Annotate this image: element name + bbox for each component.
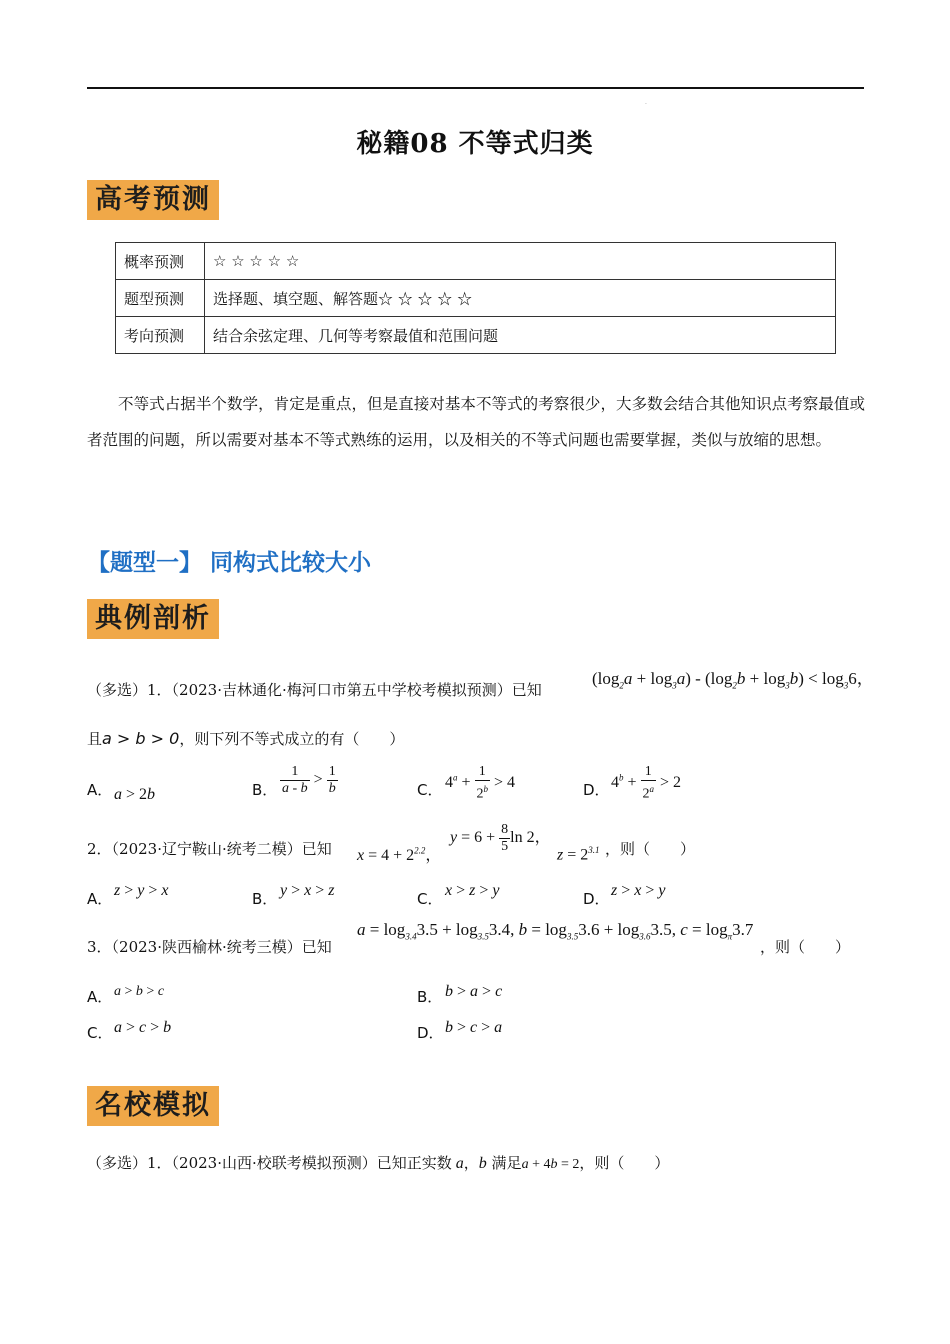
q2-option-b-label: B． [252,890,278,908]
q1-prefix: （多选）1．（2023·吉林通化·梅河口市第五中学校考模拟预测）已知 [87,681,542,699]
q3-option-a-label: A． [87,988,113,1006]
question-type-heading: 【题型一】 同构式比较大小 [87,550,372,576]
q4-prefix: （多选）1．（2023·山西·校联考模拟预测）已知正实数 [87,1154,452,1172]
q2-suffix: ，则（ ） [605,840,696,858]
q1-option-a-label: A． [87,781,113,799]
q2-option-a-label: A． [87,890,113,908]
q1-stem [87,679,542,700]
q4-stem [87,1152,669,1173]
table-value: ☆ ☆ ☆ ☆ ☆ [205,243,836,280]
q2-option-a-formula: z > y > x [114,882,169,899]
q4-formula: a + 4b = 2 [521,1157,580,1172]
prediction-table [115,242,836,354]
banner-examples: 典例剖析 [87,599,219,639]
q2-option-c-formula: x > z > y [445,882,500,899]
q3-option-a-formula: a > b > c [114,984,165,999]
q1-option-a-formula: a > 2b [114,786,156,803]
q1-option-b-formula: $\frac{1}{a - b}$ > $\frac{1}{b}$ [282,764,336,796]
q1-cond-math: a > b > 0 [102,729,180,748]
table-key: 题型预测 [116,280,205,317]
q1-condition-formula: $(\log_2a + \log_3a) - (\log_2b + \log_3b) < \log_36$， [592,669,874,691]
q3-option-c-formula: a > c > b [114,1019,172,1036]
q4-satisfy: 满足 [486,1154,522,1172]
table-key: 概率预测 [116,243,205,280]
q3-option-c-label: C． [87,1024,113,1042]
q1-condition-line [87,728,404,749]
q1-cond-pre: 且 [87,730,103,748]
q4-var-b: b [478,1155,487,1172]
page-title: 秘籍08 不等式归类 [356,129,594,159]
q3-option-d-label: D． [417,1024,444,1042]
table-value: 选择题、填空题、解答题☆ ☆ ☆ ☆ ☆ [205,280,836,317]
q2-option-c-label: C． [417,890,443,908]
table-row [116,280,836,317]
q2-prefix: 2．（2023·辽宁鞍山·统考二模）已知 [87,840,332,858]
q2-formula-y: y = 6 + $\frac{8}{5}$ ln 2， [450,822,551,854]
q4-suffix: ，则（ ） [579,1154,670,1172]
q1-option-d-formula: $4^b$ + $\frac{1}{2^a}$ > 2 [611,764,682,802]
decorative-dot: . [645,99,647,106]
q3-option-d-formula: b > c > a [445,1019,503,1036]
q1-option-c-label: C． [417,781,443,799]
table-key: 考向预测 [116,317,205,354]
q1-option-b-label: B． [252,781,278,799]
q3-option-b-label: B． [417,988,443,1006]
q3-option-b-formula: b > a > c [445,983,503,1000]
intro-paragraph: 不等式占据半个数学，肯定是重点，但是直接对基本不等式的考察很少，大多数会结合其他知识点考察最值或者范围的问题，所以需要对基本不等式熟练的运用，以及相关的不等式问题也需要掌握，类似与放缩的思想。 [87,395,865,449]
q3-formula: $a = \log_{3.4}3.5 + \log_{3.5}3.4$, $b = \log_{3.5}3.6 + \log_{3.6}3.5$, $c = \log_\pi 3.7$ [357,920,754,942]
q2-option-b-formula: y > x > z [280,882,335,899]
q1-option-c-formula: $4^a$ + $\frac{1}{2^b}$ > 4 [445,764,516,802]
q1-cond-post: ，则下列不等式成立的有（ ） [179,730,405,748]
q4-vars: a [451,1155,464,1172]
q2-formula-x: $x = 4 + 2^{2.2}$， [357,845,442,864]
q3-prefix: 3．（2023·陕西榆林·统考三模）已知 [87,938,332,956]
q2-option-d-label: D． [583,890,610,908]
banner-prediction: 高考预测 [87,180,219,220]
table-value: 结合余弦定理、几何等考察最值和范围问题 [205,317,836,354]
table-row [116,243,836,280]
q1-option-d-label: D． [583,781,610,799]
q2-formula-z: $z = 2^{3.1}$ [557,845,600,864]
banner-school: 名校模拟 [87,1086,219,1126]
table-row [116,317,836,354]
q4-comma: ， [463,1154,479,1172]
q2-option-d-formula: z > x > y [611,882,666,899]
top-rule [87,87,864,89]
q3-suffix: ，则（ ） [760,938,851,956]
